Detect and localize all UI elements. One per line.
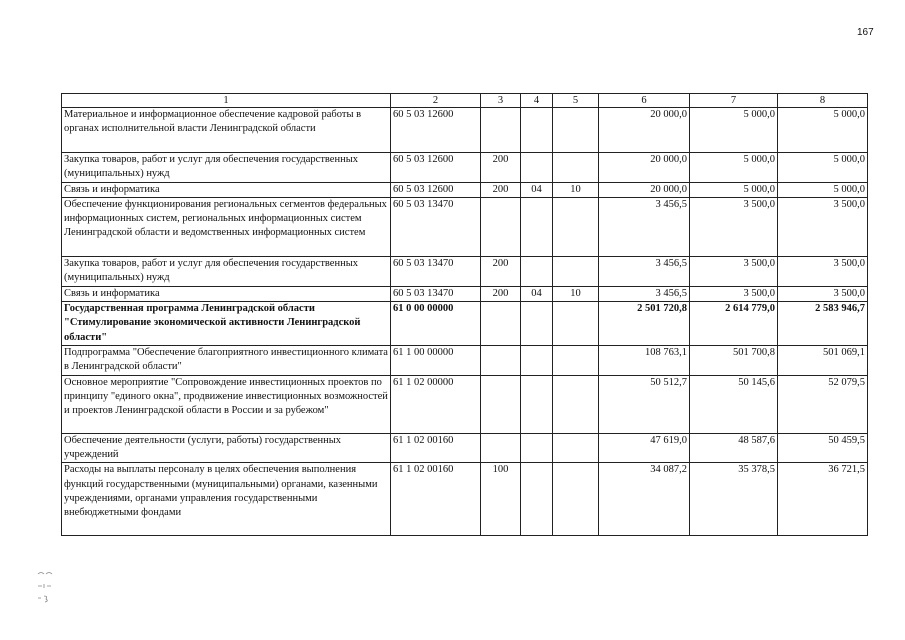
- subsection-cell: [553, 433, 599, 463]
- column-number-header: 2: [391, 94, 481, 108]
- amount-year1-cell: 20 000,0: [599, 108, 690, 153]
- table-row: [62, 182, 868, 197]
- code-cell: 61 1 02 00160: [391, 463, 481, 536]
- code-cell: 61 1 02 00160: [391, 433, 481, 463]
- name-cell: Подпрограмма "Обеспечение благоприятного инвестиционного климата в Ленинградской области": [62, 346, 391, 376]
- subsection-cell: [553, 256, 599, 286]
- section-cell: 04: [521, 286, 553, 301]
- name-cell: Обеспечение деятельности (услуги, работы) государственных учреждений: [62, 433, 391, 463]
- subsection-cell: [553, 302, 599, 346]
- amount-year2-cell: 3 500,0: [690, 256, 778, 286]
- subsection-cell: [553, 346, 599, 376]
- amount-year3-cell: 3 500,0: [778, 197, 868, 256]
- amount-year3-cell: 5 000,0: [778, 182, 868, 197]
- name-cell: Материальное и информационное обеспечение кадровой работы в органах исполнительной власти Ленинградской области: [62, 108, 391, 153]
- subsection-cell: [553, 463, 599, 536]
- section-cell: [521, 375, 553, 433]
- table-row: [62, 433, 868, 463]
- name-cell: Связь и информатика: [62, 182, 391, 197]
- subsection-cell: 10: [553, 286, 599, 301]
- code-cell: 61 1 02 00000: [391, 375, 481, 433]
- table-row: [62, 197, 868, 256]
- expense-type-cell: [481, 197, 521, 256]
- section-cell: [521, 153, 553, 183]
- code-cell: 60 5 03 13470: [391, 197, 481, 256]
- column-number-header: 8: [778, 94, 868, 108]
- code-cell: 60 5 03 12600: [391, 182, 481, 197]
- amount-year1-cell: 47 619,0: [599, 433, 690, 463]
- column-number-header: 5: [553, 94, 599, 108]
- table-row: [62, 286, 868, 301]
- amount-year2-cell: 3 500,0: [690, 286, 778, 301]
- amount-year3-cell: 36 721,5: [778, 463, 868, 536]
- column-number-header: 3: [481, 94, 521, 108]
- name-cell: Расходы на выплаты персоналу в целях обеспечения выполнения функций государственными (муниципальными) органами, казенными учреждениями, органами управления государственными внебюджетными фондами: [62, 463, 391, 536]
- amount-year3-cell: 2 583 946,7: [778, 302, 868, 346]
- code-cell: 60 5 03 12600: [391, 153, 481, 183]
- amount-year2-cell: 50 145,6: [690, 375, 778, 433]
- section-cell: [521, 346, 553, 376]
- scan-artifact-icon: [36, 570, 56, 606]
- section-cell: [521, 463, 553, 536]
- code-cell: 61 1 00 00000: [391, 346, 481, 376]
- expense-type-cell: [481, 302, 521, 346]
- expense-type-cell: 200: [481, 286, 521, 301]
- amount-year2-cell: 3 500,0: [690, 197, 778, 256]
- section-cell: [521, 197, 553, 256]
- section-cell: [521, 433, 553, 463]
- amount-year2-cell: 5 000,0: [690, 182, 778, 197]
- amount-year3-cell: 3 500,0: [778, 256, 868, 286]
- name-cell: Обеспечение функционирования региональных сегментов федеральных информационных систем, региональных информационных систем Ленинградской области и ведомственных информационных систем: [62, 197, 391, 256]
- section-cell: 04: [521, 182, 553, 197]
- amount-year1-cell: 3 456,5: [599, 286, 690, 301]
- table-row: [62, 153, 868, 183]
- code-cell: 60 5 03 13470: [391, 286, 481, 301]
- table-header-row: [62, 94, 868, 108]
- name-cell: Закупка товаров, работ и услуг для обеспечения государственных (муниципальных) нужд: [62, 256, 391, 286]
- name-cell: Связь и информатика: [62, 286, 391, 301]
- code-cell: 60 5 03 12600: [391, 108, 481, 153]
- amount-year2-cell: 501 700,8: [690, 346, 778, 376]
- code-cell: 60 5 03 13470: [391, 256, 481, 286]
- amount-year3-cell: 5 000,0: [778, 108, 868, 153]
- amount-year1-cell: 2 501 720,8: [599, 302, 690, 346]
- table-row: [62, 302, 868, 346]
- expense-type-cell: 200: [481, 182, 521, 197]
- table-row: [62, 463, 868, 536]
- amount-year1-cell: 20 000,0: [599, 182, 690, 197]
- column-number-header: 1: [62, 94, 391, 108]
- expense-type-cell: [481, 433, 521, 463]
- name-cell: Основное мероприятие "Сопровождение инвестиционных проектов по принципу "единого окна", продвижение инвестиционных возможностей и проектов Ленинградской области в России и за рубежом": [62, 375, 391, 433]
- amount-year3-cell: 5 000,0: [778, 153, 868, 183]
- expense-type-cell: [481, 346, 521, 376]
- amount-year2-cell: 35 378,5: [690, 463, 778, 536]
- amount-year2-cell: 2 614 779,0: [690, 302, 778, 346]
- column-number-header: 4: [521, 94, 553, 108]
- amount-year1-cell: 20 000,0: [599, 153, 690, 183]
- amount-year2-cell: 5 000,0: [690, 108, 778, 153]
- amount-year1-cell: 3 456,5: [599, 197, 690, 256]
- section-cell: [521, 108, 553, 153]
- code-cell: 61 0 00 00000: [391, 302, 481, 346]
- budget-table: [61, 93, 868, 536]
- name-cell: Государственная программа Ленинградской области "Стимулирование экономической активности Ленинградской области": [62, 302, 391, 346]
- table-row: [62, 108, 868, 153]
- amount-year1-cell: 3 456,5: [599, 256, 690, 286]
- subsection-cell: [553, 375, 599, 433]
- amount-year3-cell: 50 459,5: [778, 433, 868, 463]
- expense-type-cell: [481, 108, 521, 153]
- expense-type-cell: 200: [481, 256, 521, 286]
- subsection-cell: [553, 108, 599, 153]
- subsection-cell: 10: [553, 182, 599, 197]
- subsection-cell: [553, 197, 599, 256]
- amount-year3-cell: 52 079,5: [778, 375, 868, 433]
- subsection-cell: [553, 153, 599, 183]
- scan-margin-marks: [36, 570, 56, 610]
- table-row: [62, 346, 868, 376]
- expense-type-cell: 200: [481, 153, 521, 183]
- amount-year3-cell: 3 500,0: [778, 286, 868, 301]
- expense-type-cell: [481, 375, 521, 433]
- amount-year1-cell: 108 763,1: [599, 346, 690, 376]
- column-number-header: 7: [690, 94, 778, 108]
- amount-year1-cell: 50 512,7: [599, 375, 690, 433]
- amount-year1-cell: 34 087,2: [599, 463, 690, 536]
- section-cell: [521, 256, 553, 286]
- section-cell: [521, 302, 553, 346]
- table-row: [62, 375, 868, 433]
- table-row: [62, 256, 868, 286]
- column-number-header: 6: [599, 94, 690, 108]
- amount-year2-cell: 5 000,0: [690, 153, 778, 183]
- expense-type-cell: 100: [481, 463, 521, 536]
- name-cell: Закупка товаров, работ и услуг для обеспечения государственных (муниципальных) нужд: [62, 153, 391, 183]
- amount-year2-cell: 48 587,6: [690, 433, 778, 463]
- page-number: 167: [857, 27, 874, 38]
- amount-year3-cell: 501 069,1: [778, 346, 868, 376]
